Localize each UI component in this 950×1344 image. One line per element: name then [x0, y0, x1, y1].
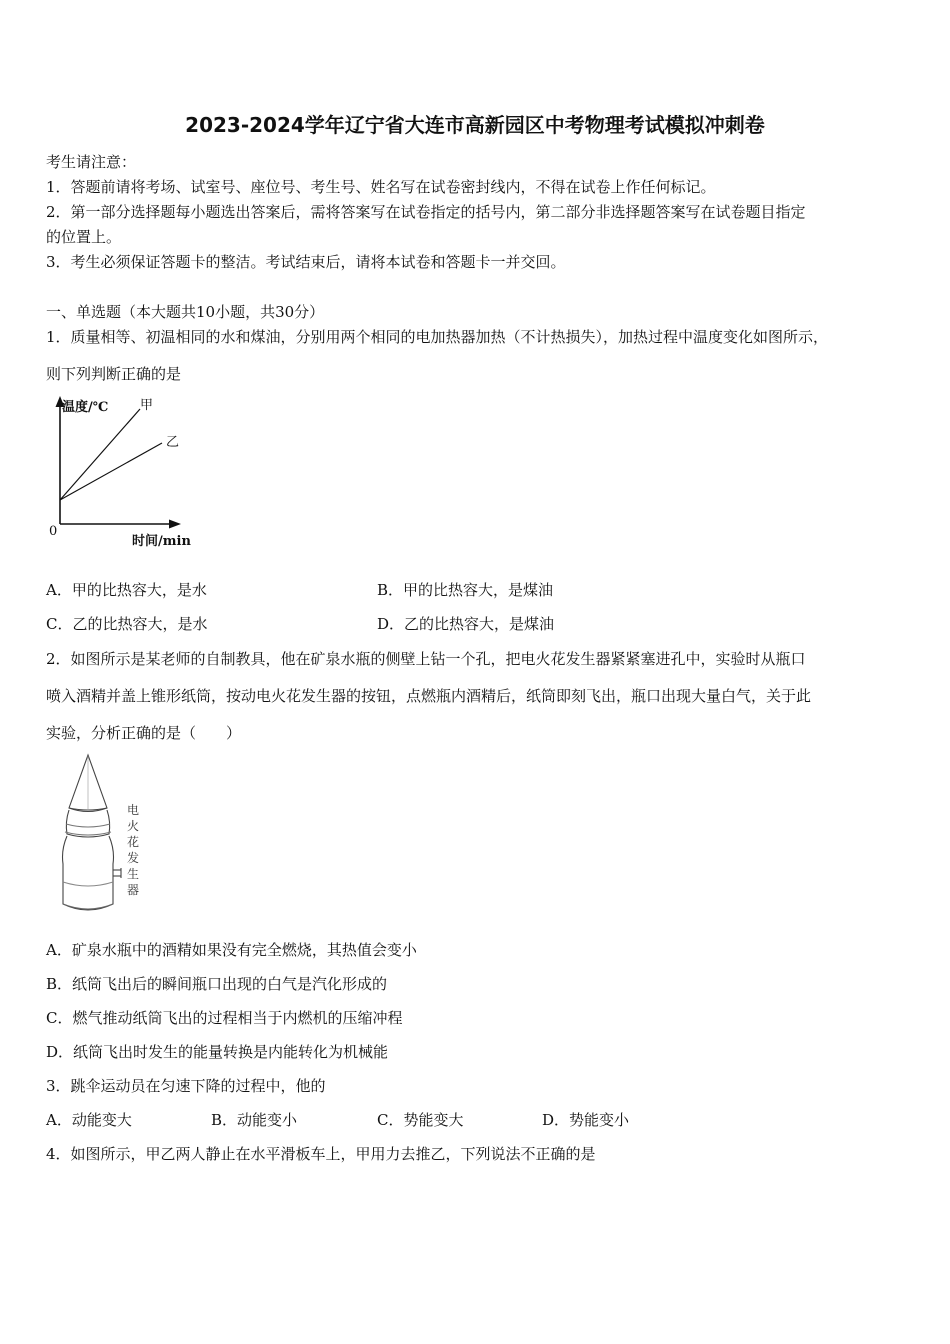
figure-label-char-3: 花: [127, 835, 140, 849]
q2-stem-line3: 实验，分析正确的是（ ）: [46, 724, 242, 742]
q4-stem: 4．如图所示，甲乙两人静止在水平滑板车上，甲用力去推乙，下列说法不正确的是: [46, 1145, 596, 1163]
figure-label-char-1: 电: [127, 803, 140, 817]
line-yi: [60, 443, 162, 500]
q2-option-d: D．纸筒飞出时发生的能量转换是内能转化为机械能: [46, 1043, 389, 1061]
graph-label-yi: 乙: [166, 435, 180, 450]
notice-item-2-cont: 的位置上。: [46, 228, 122, 246]
x-axis-arrow: [169, 520, 181, 529]
q3-option-b: B．动能变小: [211, 1111, 298, 1129]
bottle-spark-figure: [55, 752, 150, 920]
q2-option-c: C．燃气推动纸筒飞出的过程相当于内燃机的压缩冲程: [46, 1009, 403, 1027]
figure-label-char-6: 器: [127, 883, 140, 897]
q2-stem-line2: 喷入酒精并盖上锥形纸筒，按动电火花发生器的按钮，点燃瓶内酒精后，纸筒即刻飞出，瓶口出现大量白气，关于此: [46, 687, 812, 705]
q1-stem-line1: 1．质量相等、初温相同的水和煤油，分别用两个相同的电加热器加热（不计热损失），加热过程中温度变化如图所示，: [46, 328, 829, 346]
q3-option-d: D．势能变小: [542, 1111, 630, 1129]
graph-origin: 0: [49, 524, 58, 539]
figure-label-char-4: 发: [127, 851, 140, 865]
notice-item-1: 1．答题前请将考场、试室号、座位号、考生号、姓名写在试卷密封线内，不得在试卷上作任何标记。: [46, 178, 716, 196]
page-title: 2023-2024学年辽宁省大连市高新园区中考物理考试模拟冲刺卷: [185, 113, 765, 137]
bottle-neck: [66, 810, 109, 837]
figure-label-char-2: 火: [127, 819, 140, 833]
graph-label-jia: 甲: [140, 398, 154, 413]
q2-option-b: B．纸筒飞出后的瞬间瓶口出现的白气是汽化形成的: [46, 975, 388, 993]
bottle-body: [63, 836, 114, 910]
notice-item-2: 2．第一部分选择题每小题选出答案后，需将答案写在试卷指定的括号内，第二部分非选择题答案写在试卷题目指定: [46, 203, 806, 221]
q1-option-b: B．甲的比热容大，是煤油: [377, 581, 554, 599]
q2-stem-line1: 2．如图所示是某老师的自制教具，他在矿泉水瓶的侧壁上钻一个孔，把电火花发生器紧紧塞进孔中，实验时从瓶口: [46, 650, 806, 668]
figure-label-char-5: 生: [127, 867, 140, 881]
q1-option-d: D．乙的比热容大，是煤油: [377, 615, 555, 633]
q1-stem-line2: 则下列判断正确的是: [46, 365, 182, 383]
q1-option-c: C．乙的比热容大，是水: [46, 615, 208, 633]
graph-xlabel: 时间/min: [132, 534, 191, 549]
section-heading: 一、单选题（本大题共10小题，共30分）: [46, 303, 325, 321]
q2-option-a: A．矿泉水瓶中的酒精如果没有完全燃烧，其热值会变小: [46, 941, 417, 959]
notice-item-3: 3．考生必须保证答题卡的整洁。考试结束后，请将本试卷和答题卡一并交回。: [46, 253, 566, 271]
q3-stem: 3．跳伞运动员在匀速下降的过程中，他的: [46, 1077, 326, 1095]
q3-option-a: A．动能变大: [46, 1111, 132, 1129]
temperature-time-graph: [40, 393, 210, 553]
q3-option-c: C．势能变大: [377, 1111, 464, 1129]
notice-heading: 考生请注意：: [46, 153, 137, 171]
graph-ylabel: 温度/℃: [62, 400, 109, 415]
line-jia: [60, 409, 140, 500]
q1-option-a: A．甲的比热容大，是水: [46, 581, 207, 599]
